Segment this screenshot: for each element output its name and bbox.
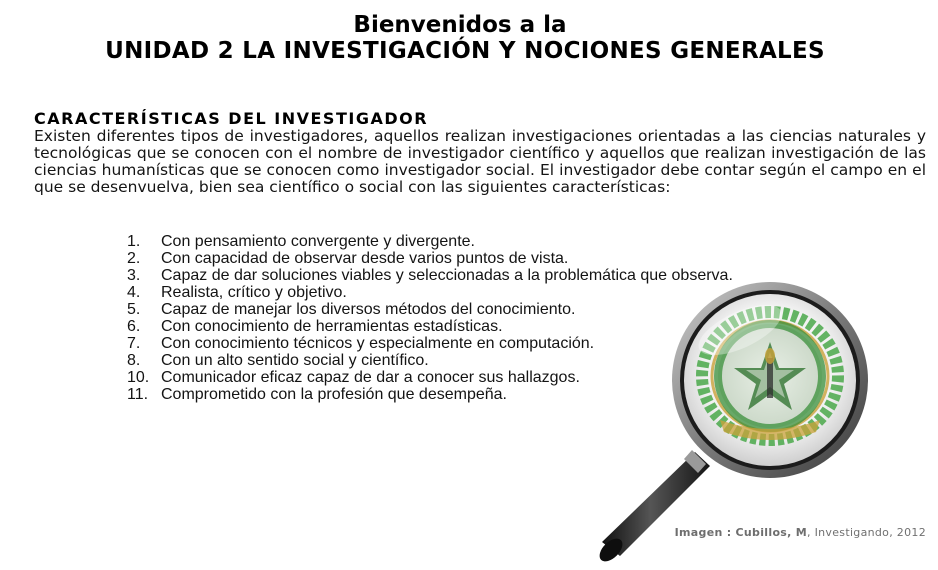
welcome-title: Bienvenidos a la <box>353 12 567 38</box>
list-text: Comprometido con la profesión que desempeña. <box>161 386 507 403</box>
magnifier-handle <box>595 450 710 566</box>
list-item <box>127 250 733 267</box>
credit-label: Imagen : Cubillos, M <box>674 526 808 539</box>
list-text: Con conocimiento técnicos y especialmente en computación. <box>161 335 595 352</box>
unit-title: UNIDAD 2 LA INVESTIGACIÓN Y NOCIONES GENERALES <box>105 38 825 64</box>
credit-rest: , Investigando, 2012 <box>807 526 926 539</box>
list-number: 5. <box>127 301 141 318</box>
list-text: Con un alto sentido social y científico. <box>161 352 429 369</box>
list-text: Con conocimiento de herramientas estadísticas. <box>161 318 503 335</box>
list-text: Capaz de manejar los diversos métodos del conocimiento. <box>161 301 576 318</box>
image-credit <box>675 526 926 539</box>
list-text: Con capacidad de observar desde varios puntos de vista. <box>161 250 569 267</box>
list-number: 4. <box>127 284 141 301</box>
intro-paragraph: Existen diferentes tipos de investigadores, aquellos realizan investigaciones orientadas a las ciencias naturales y tecnológicas que se conocen con el nombre de investigador científico y aquellos que realizan investigación de las ciencias humanísticas que se conocen como investigador social. El investigador debe contar según el campo en el que se desenvuelva, bien sea científico o social con las siguientes características: <box>34 127 926 196</box>
list-number: 6. <box>127 318 141 335</box>
section-heading: CARACTERÍSTICAS DEL INVESTIGADOR <box>34 109 429 128</box>
list-number: 1. <box>127 233 141 250</box>
list-text: Comunicador eficaz capaz de dar a conocer sus hallazgos. <box>161 369 580 386</box>
list-number: 8. <box>127 352 141 369</box>
list-text: Capaz de dar soluciones viables y seleccionadas a la problemática que observa. <box>161 267 733 284</box>
list-text: Realista, crítico y objetivo. <box>161 284 347 301</box>
list-number: 2. <box>127 250 141 267</box>
list-text: Con pensamiento convergente y divergente. <box>161 233 475 250</box>
list-number: 3. <box>127 267 141 284</box>
list-number: 7. <box>127 335 141 352</box>
list-number: 10. <box>127 369 150 386</box>
list-number: 11. <box>127 386 149 403</box>
list-item <box>127 233 733 250</box>
